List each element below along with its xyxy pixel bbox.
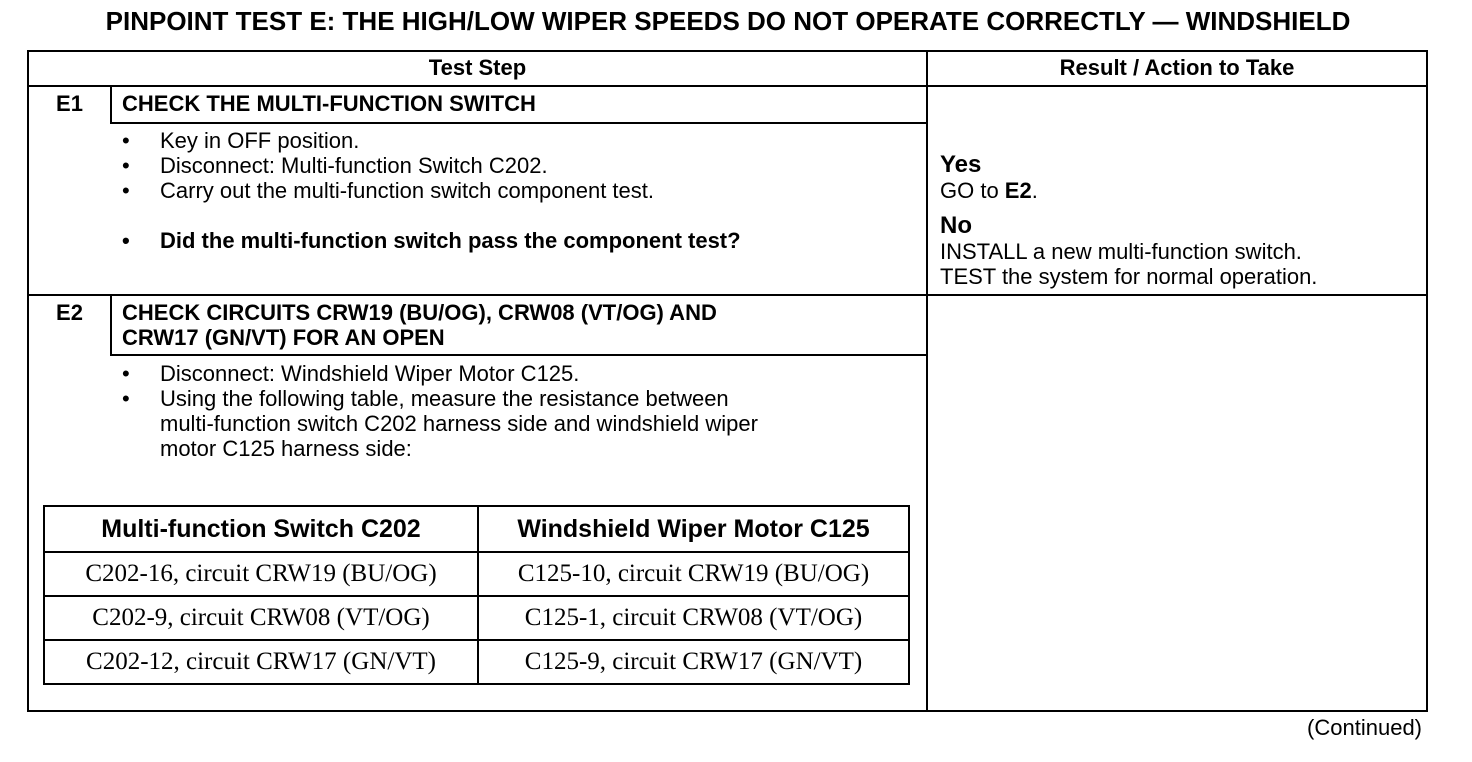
column-header: Windshield Wiper Motor C125 <box>478 506 909 552</box>
table-row <box>44 552 909 596</box>
e1-e2-divider <box>27 294 1428 296</box>
header-test-step: Test Step <box>428 55 527 80</box>
list-item: • Using the following table, measure the resistance between <box>122 386 729 411</box>
list-item: • Key in OFF position. <box>122 128 654 153</box>
header-result: Result / Action to Take <box>1059 55 1295 80</box>
table-row <box>44 640 909 684</box>
continued-note: (Continued) <box>1307 715 1422 740</box>
step-e2-bullets <box>122 361 729 411</box>
column-header: Multi-function Switch C202 <box>44 506 478 552</box>
result-no-label: No <box>940 212 972 239</box>
table-row <box>44 596 909 640</box>
circuit-measurement-table <box>43 505 910 685</box>
list-item: • Disconnect: Windshield Wiper Motor C125. <box>122 361 729 386</box>
table-cell: C202-16, circuit CRW19 (BU/OG) <box>44 552 478 596</box>
step-e1-results <box>940 152 1317 289</box>
e1-title-divider <box>110 122 928 124</box>
step-e1-bullets <box>122 128 654 203</box>
question-item: • Did the multi-function switch pass the component test? <box>122 228 741 253</box>
table-cell: C125-9, circuit CRW17 (GN/VT) <box>478 640 909 684</box>
step-e2-title: CHECK CIRCUITS CRW19 (BU/OG), CRW08 (VT/OG) AND CRW17 (GN/VT) FOR AN OPEN <box>122 300 717 350</box>
step-e2-id: E2 <box>56 300 83 325</box>
column-divider <box>926 50 928 712</box>
e2-title-divider <box>110 354 928 356</box>
step-e1-id: E1 <box>56 91 83 116</box>
e1-id-divider <box>110 85 112 124</box>
e2-id-divider <box>110 294 112 356</box>
result-no-line: TEST the system for normal operation. <box>940 264 1318 289</box>
table-cell: C202-9, circuit CRW08 (VT/OG) <box>44 596 478 640</box>
step-e1-question <box>122 228 741 253</box>
header-divider <box>27 85 1428 87</box>
result-yes-label: Yes <box>940 151 982 178</box>
table-cell: C125-10, circuit CRW19 (BU/OG) <box>478 552 909 596</box>
result-yes-text: GO to E2. <box>940 178 1038 203</box>
page-title: PINPOINT TEST E: THE HIGH/LOW WIPER SPEEDS DO NOT OPERATE CORRECTLY — WINDSHIELD <box>105 6 1351 36</box>
list-item: • Disconnect: Multi-function Switch C202. <box>122 153 654 178</box>
step-e2-bullet-continuation: multi-function switch C202 harness side and windshield wiper motor C125 harness side: <box>160 411 758 461</box>
result-no-line: INSTALL a new multi-function switch. <box>940 239 1302 264</box>
table-cell: C125-1, circuit CRW08 (VT/OG) <box>478 596 909 640</box>
list-item: • Carry out the multi-function switch component test. <box>122 178 654 203</box>
step-e1-title: CHECK THE MULTI-FUNCTION SWITCH <box>122 91 536 116</box>
step-reference-link[interactable]: E2 <box>1004 178 1032 203</box>
table-cell: C202-12, circuit CRW17 (GN/VT) <box>44 640 478 684</box>
